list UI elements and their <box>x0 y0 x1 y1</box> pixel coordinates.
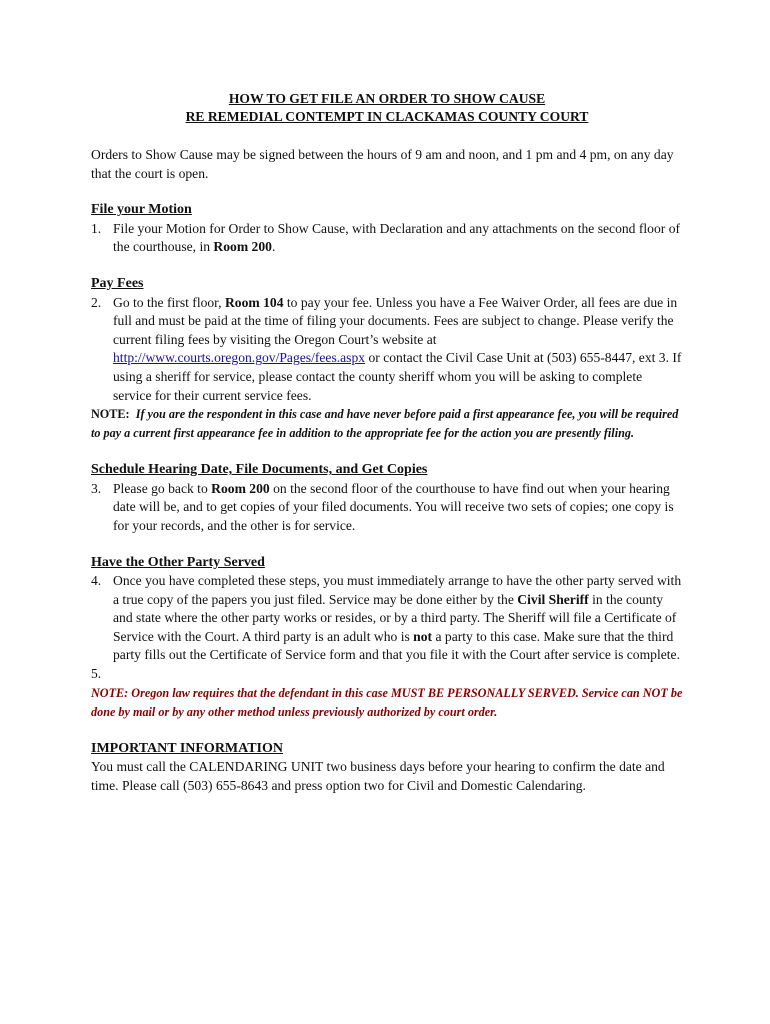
step-text-part: . <box>271 239 276 255</box>
room-label: Room 200 <box>213 239 272 255</box>
step-number: 3. <box>91 480 102 496</box>
step-text-part: File your Motion for Order to Show Cause, with Declaration and any attachments on the second floor of the courthouse, in <box>113 220 681 255</box>
document-title-line2: RE REMEDIAL CONTEMPT IN CLACKAMAS COUNTY COURT <box>185 109 589 124</box>
section-heading-served: Have the Other Party Served <box>91 554 265 570</box>
step-5 <box>91 665 683 684</box>
section-heading-pay-fees: Pay Fees <box>91 275 144 291</box>
step-number: 4. <box>91 573 102 589</box>
civil-sheriff-label: Civil Sheriff <box>517 591 589 607</box>
step-text <box>113 220 683 257</box>
step-text-part: Once you have completed these steps, you must immediately arrange to have the other party served with a true copy of the papers you just filed. Service may be done either by the <box>113 573 682 607</box>
section-file-motion <box>91 201 683 257</box>
important-text: You must call the CALENDARING UNIT two business days before your hearing to confirm the date and time. Please call (503) 655-8643 and press option two for Civil and Domestic Calendaring. <box>91 759 665 793</box>
step-text-part: a party to this case. Make sure that the third party fills out the Certificate of Service form and that you file it with the Court after service is complete. <box>113 628 680 663</box>
room-label: Room 200 <box>211 480 270 496</box>
room-label: Room 104 <box>224 294 284 310</box>
step-1 <box>91 220 683 257</box>
note-text: If you are the respondent in this case and have never before paid a first appearance fee, you will be required to pay a current first appearance fee in addition to the appropriate fee for the action you are presently filing. <box>91 407 679 441</box>
step-text-part: to pay your fee. Unless you have a Fee Waiver Order, all fees are due in full and must be paid at the time of filing your documents. Fees are subject to change. Please verify the current filing fees by visiting the Oregon Court’s website at <box>113 294 678 347</box>
fees-link[interactable]: http://www.courts.oregon.gov/Pages/fees.aspx <box>113 350 366 366</box>
step-4 <box>91 572 683 665</box>
section-important-information <box>91 740 683 796</box>
step-3 <box>91 480 683 536</box>
step-text <box>113 294 683 406</box>
step-number: 5. <box>91 666 102 682</box>
step-text-part: or contact the Civil Case Unit at (503) 655-8447, ext 3. If using a sheriff for service, please contact the county sheriff whom you will be asking to complete service for their current service fees. <box>113 350 682 403</box>
section-heading-schedule: Schedule Hearing Date, File Documents, and Get Copies <box>91 462 428 478</box>
intro-paragraph: Orders to Show Cause may be signed between the hours of 9 am and noon, and 1 pm and 4 pm, on any day that the court is open. <box>91 147 674 181</box>
note-text: NOTE: Oregon law requires that the defendant in this case MUST BE PERSONALLY SERVED. Service can NOT be done by mail or by any other method unless previously authorized by court order. <box>91 685 683 719</box>
section-heading-file-motion: File your Motion <box>91 202 192 218</box>
fee-note <box>91 405 683 443</box>
step-text-part: on the second floor of the courthouse to have find out when your hearing date will be, and to get copies of your filed documents. You will receive two sets of copies; one copy is for your records, and the other is for service. <box>113 480 674 533</box>
step-number: 1. <box>91 220 102 236</box>
step-text <box>113 480 683 536</box>
note-label: NOTE: <box>91 407 130 422</box>
step-2 <box>91 294 683 406</box>
document-title-line1: HOW TO GET FILE AN ORDER TO SHOW CAUSE <box>228 91 546 106</box>
step-number: 2. <box>91 294 102 310</box>
section-heading-important: IMPORTANT INFORMATION <box>91 740 284 756</box>
not-label: not <box>413 628 433 644</box>
section-schedule-hearing <box>91 461 683 535</box>
step-text-part: Please go back to <box>113 480 212 496</box>
step-text-part: in the county and state where the other party works or resides, or by a third party. The Sheriff will file a Certificate of Service with the Court. A third party is an adult who is <box>113 591 677 644</box>
service-note <box>91 684 683 722</box>
section-pay-fees <box>91 275 683 443</box>
step-text <box>113 572 683 665</box>
document-page <box>91 90 683 795</box>
section-party-served <box>91 554 683 722</box>
step-text-part: Go to the first floor, <box>113 294 225 310</box>
